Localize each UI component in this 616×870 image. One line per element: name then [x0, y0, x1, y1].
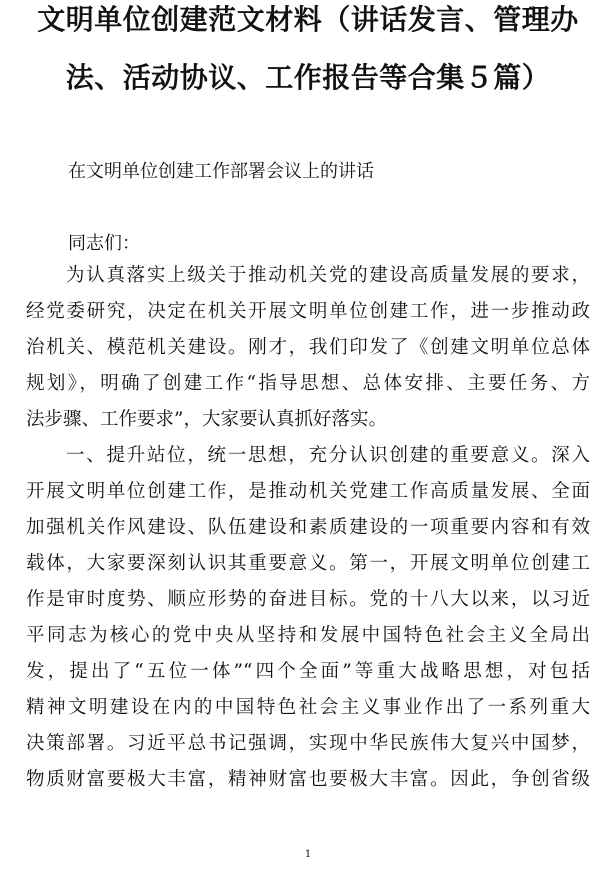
paragraph-line: 载体，大家要深刻认识其重要意义。第一，开展文明单位创建工: [26, 553, 590, 574]
paragraph-line: 发，提出了“五位一体”“四个全面”等重大战略思想，对包括: [26, 661, 590, 682]
paragraph-line: 平同志为核心的党中央从坚持和发展中国特色社会主义全局出: [26, 625, 590, 646]
paragraph-line: 加强机关作风建设、队伍建设和素质建设的一项重要内容和有效: [26, 517, 590, 538]
document-title-line-1: 文明单位创建范文材料（讲话发言、管理办: [37, 3, 579, 36]
paragraph-line: 为认真落实上级关于推动机关党的建设高质量发展的要求，: [66, 265, 590, 286]
paragraph-line: 法步骤、工作要求”，大家要认真抓好落实。: [26, 409, 387, 430]
paragraph-line: 规划》，明确了创建工作“指导思想、总体安排、主要任务、方: [26, 373, 590, 394]
paragraph-line: 治机关、模范机关建设。刚才，我们印发了《创建文明单位总体: [26, 337, 590, 358]
paragraph-line: 经党委研究，决定在机关开展文明单位创建工作，进一步推动政: [26, 301, 590, 322]
document-title-line-2: 法、活动协议、工作报告等合集５篇）: [65, 61, 551, 94]
paragraph-line: 一、提升站位，统一思想，充分认识创建的重要意义。深入: [66, 445, 590, 466]
page-number: 1: [304, 849, 312, 860]
paragraph-line: 物质财富要极大丰富，精神财富也要极大丰富。因此，争创省级: [26, 769, 590, 790]
paragraph-line: 作是审时度势、顺应形势的奋进目标。党的十八大以来，以习近: [26, 589, 590, 610]
salutation: 同志们：: [68, 233, 140, 254]
speech-title: 在文明单位创建工作部署会议上的讲话: [68, 161, 374, 182]
paragraph-line: 开展文明单位创建工作，是推动机关党建工作高质量发展、全面: [26, 481, 590, 502]
paragraph-line: 决策部署。习近平总书记强调，实现中华民族伟大复兴中国梦，: [26, 733, 590, 754]
paragraph-line: 精神文明建设在内的中国特色社会主义事业作出了一系列重大: [26, 697, 590, 718]
